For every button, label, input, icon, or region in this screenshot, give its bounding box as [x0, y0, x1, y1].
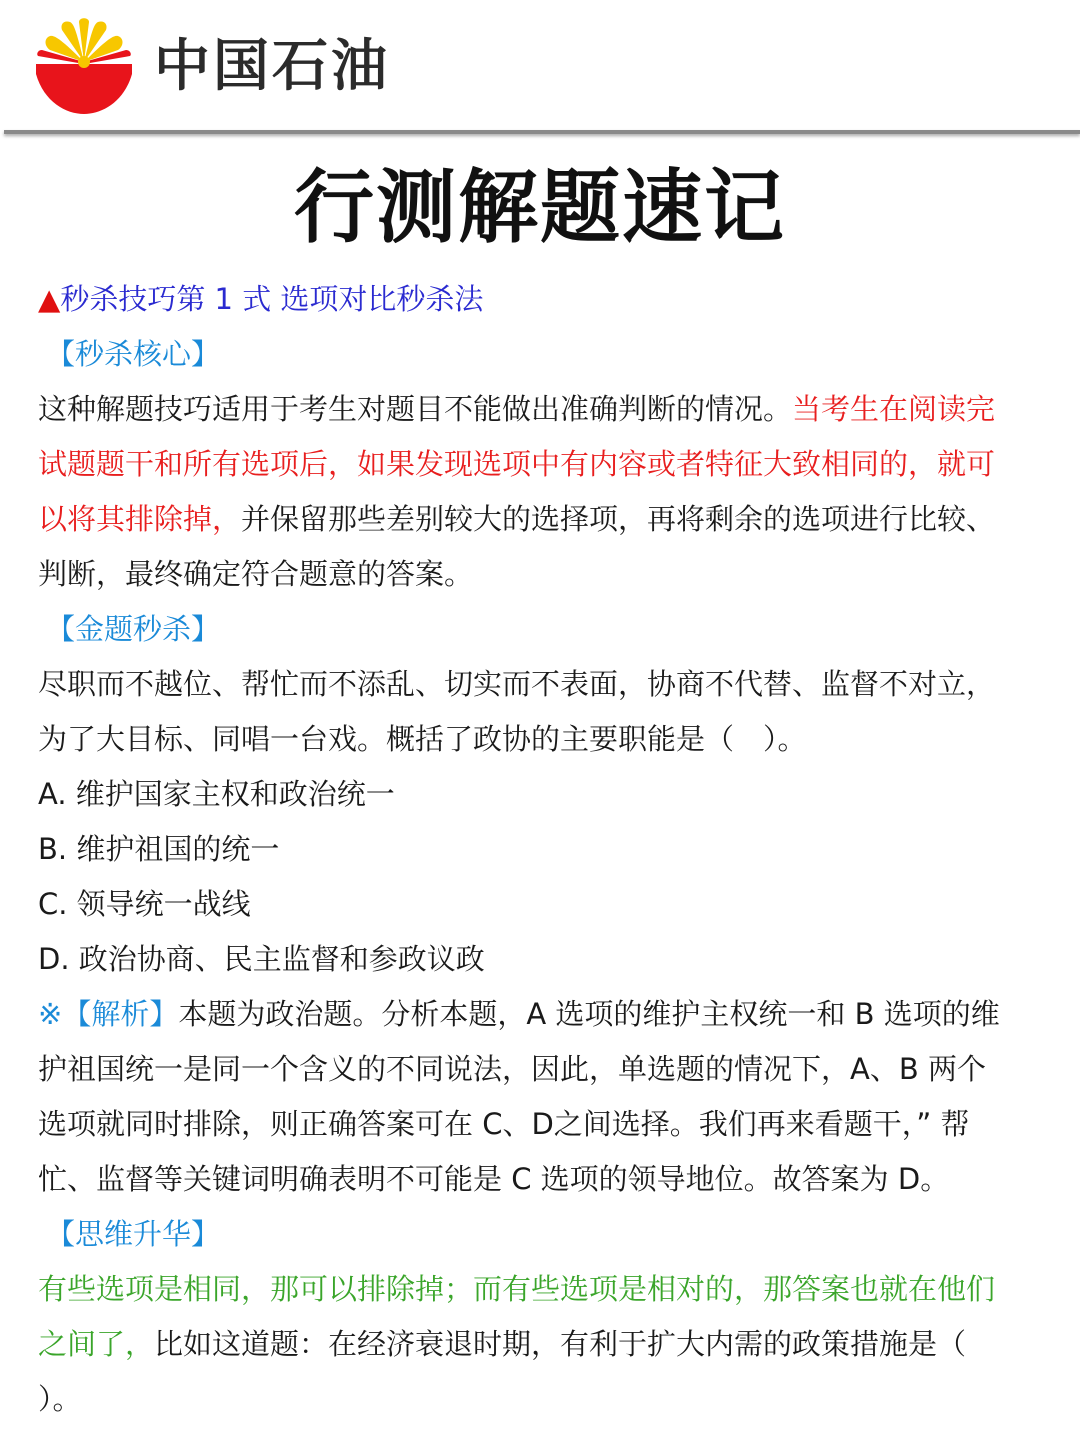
core-paragraph-line	[38, 382, 1048, 437]
question-line: 尽职而不越位、帮忙而不添乱、切实而不表面，协商不代替、监督不对立，	[38, 667, 996, 701]
option-b: B. 维护祖国的统一	[38, 832, 280, 866]
petrochina-logo-icon	[32, 16, 136, 116]
analysis-text: 本题为政治题。分析本题，A 选项的维护主权统一和 B 选项的维	[178, 997, 1000, 1031]
core-text: 这种解题技巧适用于考生对题目不能做出准确判断的情况。	[38, 392, 793, 426]
header-divider	[4, 130, 1080, 134]
section-tag-core: 【秒杀核心】	[46, 337, 221, 371]
sublimation-line: 有些选项是相同，那可以排除掉；而有些选项是相对的，那答案也就在他们	[38, 1272, 996, 1306]
section-tag-question: 【金题秒杀】	[46, 612, 221, 646]
analysis-line: 选项就同时排除，则正确答案可在 C、D之间选择。我们再来看题干，” 帮	[38, 1107, 970, 1141]
option-a: A. 维护国家主权和政治统一	[38, 777, 395, 811]
option-d: D. 政治协商、民主监督和参政议政	[38, 942, 485, 976]
analysis-line: 忙、监督等关键词明确表明不可能是 C 选项的领导地位。故答案为 D。	[38, 1162, 950, 1196]
core-paragraph-line	[38, 492, 1048, 547]
core-paragraph-line: 判断，最终确定符合题意的答案。	[38, 557, 474, 591]
analysis-line	[38, 987, 1048, 1042]
core-highlight: 当考生在阅读完	[792, 392, 996, 426]
question-line: 为了大目标、同唱一台戏。概括了政协的主要职能是（ ）。	[38, 722, 807, 756]
page-title: 行测解题速记	[294, 161, 786, 254]
triangle-marker-icon: ▲	[38, 282, 61, 316]
core-highlight: 以将其排除掉，	[38, 502, 242, 536]
option-c: C. 领导统一战线	[38, 887, 251, 921]
core-text: 并保留那些差别较大的选择项，再将剩余的选项进行比较、	[241, 502, 996, 536]
section-tag-analysis: 【解析】	[62, 997, 179, 1031]
reference-mark-icon: ※	[38, 997, 63, 1031]
brand-name: 中国石油	[154, 34, 390, 99]
technique-heading	[38, 272, 1048, 327]
analysis-line: 护祖国统一是同一个含义的不同说法，因此，单选题的情况下，A、B 两个	[38, 1052, 986, 1086]
technique-heading-text: 秒杀技巧第 1 式 选项对比秒杀法	[60, 282, 484, 316]
article-body	[38, 272, 1048, 1427]
sublimation-highlight: 之间了，	[38, 1327, 155, 1361]
section-tag-sublimation: 【思维升华】	[46, 1217, 221, 1251]
core-paragraph-line: 试题题干和所有选项后，如果发现选项中有内容或者特征大致相同的，就可	[38, 447, 996, 481]
sublimation-line: ）。	[38, 1382, 82, 1416]
sublimation-text: 比如这道题：在经济衰退时期，有利于扩大内需的政策措施是（	[154, 1327, 967, 1361]
header	[0, 0, 1080, 132]
sublimation-line	[38, 1317, 1048, 1372]
